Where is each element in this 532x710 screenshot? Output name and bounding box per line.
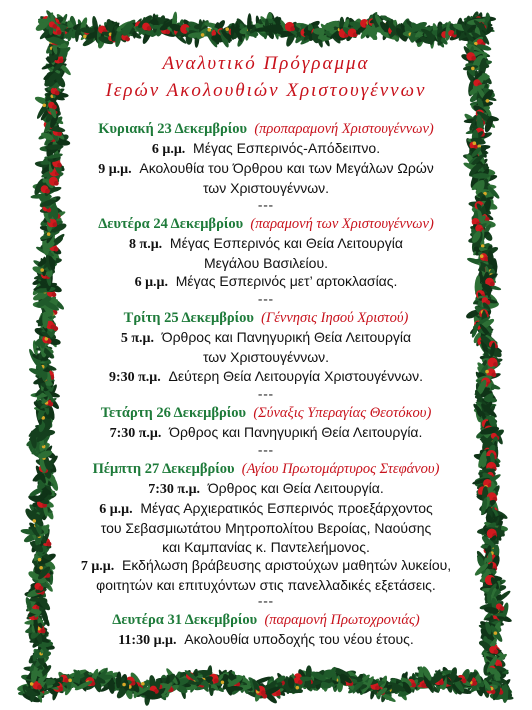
event-continuation: και Καμπανίας κ. Παντελεήμονος. bbox=[162, 538, 370, 555]
day-section-sunday-23 bbox=[58, 120, 474, 211]
event-line bbox=[58, 367, 474, 387]
event-continuation: του Σεβασμιωτάτου Μητροπολίτου Βεροίας, Ναούσης bbox=[100, 520, 432, 537]
event-continuation: Μεγάλου Βασιλείου. bbox=[204, 254, 328, 271]
event-text: Μέγας Εσπερινός και Θεία Λειτουργία bbox=[169, 234, 403, 251]
separator: --- bbox=[258, 291, 274, 307]
event-text: Όρθρος και Πανηγυρική Θεία Λειτουργία. bbox=[169, 423, 423, 440]
day-section-monday-31 bbox=[58, 611, 474, 650]
event-text: Ακολουθία του Όρθρου και των Μεγάλων Ωρών bbox=[139, 160, 434, 177]
event-line bbox=[58, 159, 474, 179]
separator: --- bbox=[258, 442, 274, 458]
event-time: 8 π.μ. bbox=[129, 236, 163, 252]
event-line bbox=[58, 499, 474, 519]
event-text: Μέγας Εσπερινός μετ’ αρτοκλασίας. bbox=[175, 273, 398, 290]
event-text: Όρθρος και Θεία Λειτουργία. bbox=[207, 480, 384, 497]
event-time: 9 μ.μ. bbox=[98, 162, 132, 178]
day-name: Τρίτη 25 Δεκεμβρίου bbox=[123, 310, 254, 327]
day-name: Πέμπτη 27 Δεκεμβρίου bbox=[92, 461, 235, 478]
event-time: 7:30 π.μ. bbox=[148, 482, 201, 498]
event-line bbox=[58, 139, 474, 159]
event-line bbox=[58, 234, 474, 254]
day-note: (Γέννησις Ιησού Χριστού) bbox=[261, 310, 409, 327]
day-name: Δευτέρα 24 Δεκεμβρίου bbox=[98, 215, 244, 232]
event-time: 5 π.μ. bbox=[120, 331, 154, 347]
event-time: 9:30 π.μ. bbox=[108, 369, 161, 385]
event-text: Δεύτερη Θεία Λειτουργία Χριστουγέννων. bbox=[168, 367, 424, 384]
event-text: Μέγας Αρχιερατικός Εσπερινός προεξάρχοντος bbox=[140, 500, 433, 517]
event-line bbox=[58, 479, 474, 499]
day-name: Τετάρτη 26 Δεκεμβρίου bbox=[100, 404, 247, 421]
separator: --- bbox=[258, 593, 274, 609]
day-note: (προπαραμονή Χριστουγέννων) bbox=[254, 121, 434, 137]
day-note: (Αγίου Πρωτομάρτυρος Στεφάνου) bbox=[241, 461, 440, 478]
day-note: (Σύναξις Υπεραγίας Θεοτόκου) bbox=[253, 404, 432, 421]
event-text: Ακολουθία υποδοχής του νέου έτους. bbox=[184, 631, 414, 648]
title-line-2: Ιερών Ακολουθιών Χριστουγέννων bbox=[105, 80, 427, 101]
event-time: 11:30 μ.μ. bbox=[118, 633, 177, 649]
event-text: Μέγας Εσπερινός-Απόδειπνο. bbox=[193, 140, 381, 156]
event-continuation: των Χριστουγέννων. bbox=[202, 349, 330, 366]
event-line bbox=[58, 328, 474, 348]
event-text: Όρθρος και Πανηγυρική Θεία Λειτουργία bbox=[161, 329, 412, 346]
event-line bbox=[58, 423, 474, 443]
day-note: (παραμονή Πρωτοχρονιάς) bbox=[264, 612, 420, 629]
event-continuation: των Χριστουγέννων. bbox=[202, 180, 330, 197]
title-line-1: Αναλυτικό Πρόγραμμα bbox=[162, 53, 370, 74]
day-name: Δευτέρα 31 Δεκεμβρίου bbox=[112, 612, 258, 629]
day-section-tuesday-25 bbox=[58, 309, 474, 400]
event-line bbox=[58, 556, 474, 576]
event-line bbox=[58, 272, 474, 292]
event-time: 7 μ.μ. bbox=[80, 558, 115, 574]
separator: --- bbox=[258, 196, 274, 212]
separator: --- bbox=[258, 385, 274, 401]
event-time: 7:30 π.μ. bbox=[109, 425, 162, 441]
day-section-wednesday-26 bbox=[58, 404, 474, 456]
schedule-content bbox=[58, 46, 474, 664]
event-line bbox=[58, 630, 474, 650]
day-section-thursday-27 bbox=[58, 460, 474, 607]
event-time: 6 μ.μ. bbox=[99, 502, 133, 518]
event-time: 6 μ.μ. bbox=[134, 275, 168, 291]
event-text: Εκδήλωση βράβευσης αριστούχων μαθητών λυκείου, bbox=[121, 556, 452, 573]
day-section-monday-24 bbox=[58, 215, 474, 306]
event-continuation: φοιτητών και επιτυχόντων στις πανελλαδικές εξετάσεις. bbox=[96, 577, 436, 594]
day-name: Κυριακή 23 Δεκεμβρίου bbox=[98, 121, 248, 137]
day-note: (παραμονή των Χριστουγέννων) bbox=[250, 215, 434, 232]
event-time: 6 μ.μ. bbox=[151, 142, 186, 157]
